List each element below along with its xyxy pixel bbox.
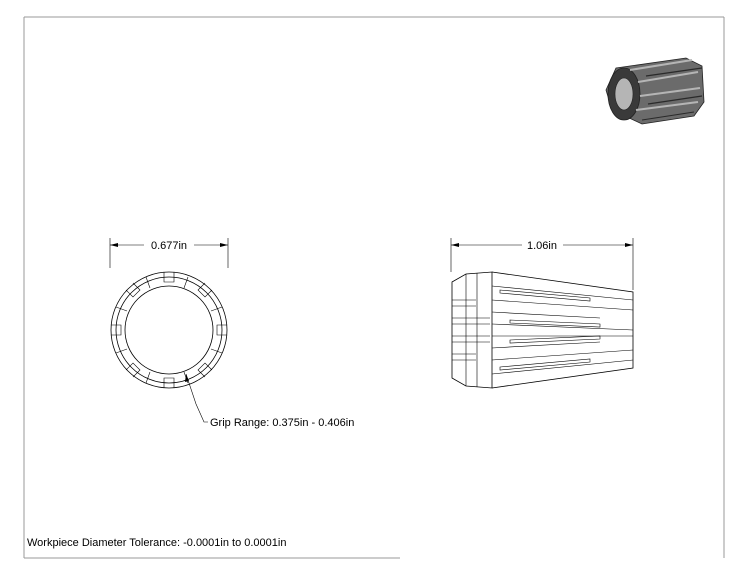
grip-range-note: Grip Range: 0.375in - 0.406in bbox=[210, 417, 355, 429]
isometric-collet-thumbnail bbox=[606, 58, 704, 124]
side-length-label: 1.06in bbox=[527, 240, 557, 252]
collet-end-profile bbox=[111, 272, 227, 388]
collet-side-profile bbox=[452, 272, 633, 388]
side-view bbox=[451, 238, 633, 388]
front-view bbox=[110, 238, 228, 422]
tolerance-note: Workpiece Diameter Tolerance: -0.0001in to 0.0001in bbox=[27, 537, 287, 549]
front-width-label: 0.677in bbox=[150, 240, 188, 252]
